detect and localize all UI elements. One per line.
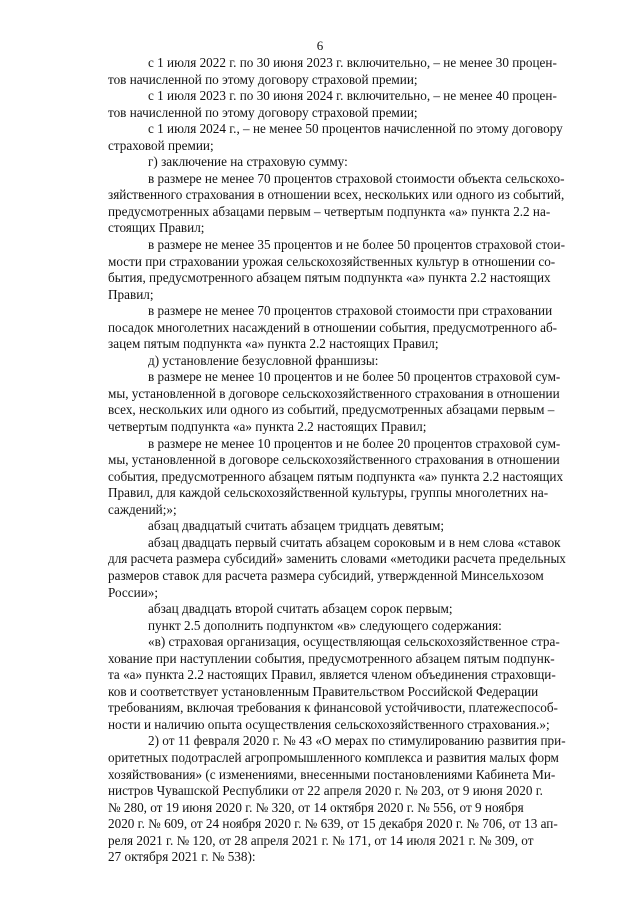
text-line: та «а» пункта 2.2 настоящих Правил, является членом объединения страховщи- <box>108 667 556 683</box>
text-line: всех, нескольких или одного из событий, предусмотренных абзацами первым – <box>108 402 555 418</box>
text-line: бытия, предусмотренного абзацем пятым подпункта «а» пункта 2.2 настоящих <box>108 270 551 286</box>
text-line: ков и соответствует установленным Правительством Российской Федерации <box>108 683 539 699</box>
text-line: тов начисленной по этому договору страховой премии; <box>108 71 418 87</box>
text-line: четвертым подпункта «а» пункта 2.2 настоящих Правил; <box>108 419 427 435</box>
text-line: саждений;»; <box>108 501 177 517</box>
text-line: хование при наступлении события, предусмотренного абзацем пятым подпунк- <box>108 650 555 666</box>
text-line: требованиям, включая требования к финансовой устойчивости, платежеспособ- <box>108 700 558 716</box>
text-line: абзац двадцать второй считать абзацем сорок первым; <box>148 601 453 617</box>
text-line: абзац двадцать первый считать абзацем сороковым и в нем слова «ставок <box>148 534 561 550</box>
text-line: с 1 июля 2022 г. по 30 июня 2023 г. включительно, – не менее 30 процен- <box>148 55 557 70</box>
text-line: ности и наличию опыта осуществления сельскохозяйственного страхования.»; <box>108 716 550 732</box>
text-line: зацем пятым подпункта «а» пункта 2.2 настоящих Правил; <box>108 336 439 352</box>
text-line: события, предусмотренного абзацем пятым подпункта «а» пункта 2.2 настоящих <box>108 468 564 484</box>
text-line: России»; <box>108 584 159 600</box>
text-line: предусмотренных абзацами первым – четвертым подпункта «а» пункта 2.2 на- <box>108 203 551 219</box>
text-line: для расчета размера субсидий» заменить словами «методики расчета предельных <box>108 551 566 567</box>
text-line: оритетных подотраслей агропромышленного комплекса и развития малых форм <box>108 749 559 765</box>
text-line: в размере не менее 35 процентов и не более 50 процентов страховой стои- <box>148 237 565 253</box>
text-line: мости при страховании урожая сельскохозяйственных культур в отношении со- <box>108 253 556 269</box>
text-line: реля 2021 г. № 120, от 28 апреля 2021 г. № 171, от 14 июля 2021 г. № 309, от <box>108 832 534 848</box>
text-line: размеров ставок для расчета размера субсидий, утвержденной Минсельхозом <box>108 567 544 583</box>
text-line: в размере не менее 70 процентов страховой стоимости объекта сельскохо- <box>148 170 565 186</box>
text-line: с 1 июля 2024 г., – не менее 50 процентов начисленной по этому договору <box>148 121 563 137</box>
text-line: стоящих Правил; <box>108 220 205 236</box>
text-line: мы, установленной в договоре сельскохозяйственного страхования в отношении <box>108 452 560 468</box>
document-body <box>108 55 594 866</box>
text-line: пункт 2.5 дополнить подпунктом «в» следующего содержания: <box>148 617 502 633</box>
text-line: 2020 г. № 609, от 24 ноября 2020 г. № 639, от 15 декабря 2020 г. № 706, от 13 ап- <box>108 816 558 832</box>
text-line: Правил; <box>108 286 154 302</box>
text-line: д) установление безусловной франшизы: <box>148 352 379 368</box>
text-line: страховой премии; <box>108 137 214 153</box>
text-line: нистров Чувашской Республики от 22 апреля 2020 г. № 203, от 9 июня 2020 г. <box>108 783 543 799</box>
text-line: в размере не менее 70 процентов страховой стоимости при страховании <box>148 303 553 319</box>
text-line: 27 октября 2021 г. № 538): <box>108 849 256 865</box>
text-line: Правил, для каждой сельскохозяйственной культуры, группы многолетних на- <box>108 485 549 501</box>
text-line: г) заключение на страховую сумму: <box>148 154 348 170</box>
text-line: зяйственного страхования в отношении всех, нескольких или одного из событий, <box>108 187 565 203</box>
text-line: 2) от 11 февраля 2020 г. № 43 «О мерах по стимулированию развития при- <box>148 733 566 749</box>
text-line: в размере не менее 10 процентов и не более 50 процентов страховой сум- <box>148 369 561 385</box>
text-line: № 280, от 19 июня 2020 г. № 320, от 14 октября 2020 г. № 556, от 9 ноября <box>108 799 524 815</box>
text-line: тов начисленной по этому договору страховой премии; <box>108 104 418 120</box>
text-line: мы, установленной в договоре сельскохозяйственного страхования в отношении <box>108 385 560 401</box>
text-line: с 1 июля 2023 г. по 30 июня 2024 г. включительно, – не менее 40 процен- <box>148 88 557 104</box>
text-line: посадок многолетних насаждений в отношении события, предусмотренного аб- <box>108 319 558 335</box>
text-line: хозяйствования» (с изменениями, внесенными постановлениями Кабинета Ми- <box>108 766 556 782</box>
text-line: «в) страховая организация, осуществляющая сельскохозяйственное стра- <box>148 634 560 650</box>
page-number: 6 <box>316 38 324 53</box>
text-line: абзац двадцатый считать абзацем тридцать девятым; <box>148 518 445 534</box>
text-line: в размере не менее 10 процентов и не более 20 процентов страховой сум- <box>148 435 561 451</box>
